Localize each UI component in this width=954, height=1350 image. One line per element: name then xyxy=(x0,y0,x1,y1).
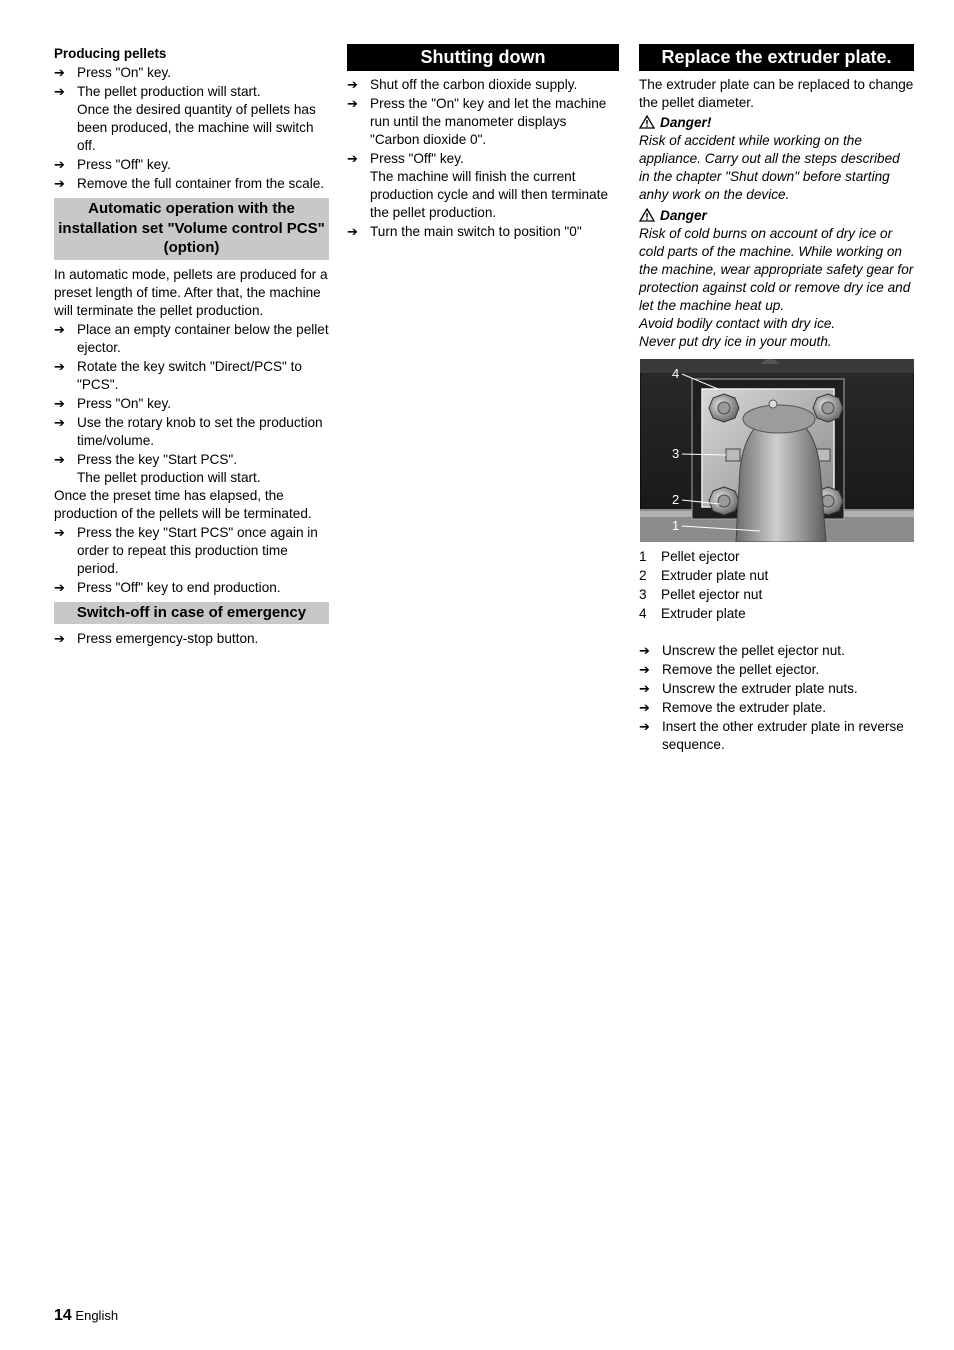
step-item xyxy=(347,76,619,94)
step-text: Shut off the carbon dioxide supply. xyxy=(370,77,578,92)
arrow-right-icon: ➔ xyxy=(54,414,65,430)
paragraph-auto-intro: In automatic mode, pellets are produced for a preset length of time. After that, the machine will terminate the pellet production. xyxy=(54,266,328,318)
arrow-right-icon: ➔ xyxy=(639,643,650,658)
arrow-right-icon: ➔ xyxy=(54,84,65,99)
step-item xyxy=(639,718,914,754)
section-heading-emergency: Switch-off in case of emergency xyxy=(54,602,329,625)
step-continuation: The machine will finish the current production cycle and will then terminate the pellet production. xyxy=(370,169,609,220)
section-title-producing: Producing pellets xyxy=(54,46,167,61)
danger-heading xyxy=(639,114,914,132)
arrow-right-icon: ➔ xyxy=(639,662,650,677)
warning-triangle-icon xyxy=(639,208,655,222)
column-right xyxy=(639,44,914,754)
step-text: Turn the main switch to position "0" xyxy=(370,224,582,239)
legend-text: Pellet ejector xyxy=(661,549,740,564)
arrow-right-icon: ➔ xyxy=(54,524,65,540)
step-text: Remove the pellet ejector. xyxy=(662,662,820,677)
arrow-right-icon: ➔ xyxy=(639,719,650,734)
step-continuation: The pellet production will start. xyxy=(77,469,261,485)
step-text: Press emergency-stop button. xyxy=(77,631,259,646)
step-text: The pellet production will start. xyxy=(77,84,261,99)
legend-text: Extruder plate xyxy=(661,606,746,621)
step-text: Remove the full container from the scale. xyxy=(77,176,325,191)
step-text: Insert the other extruder plate in reverse sequence. xyxy=(662,719,904,752)
legend-item xyxy=(639,605,914,623)
step-item xyxy=(347,95,619,149)
paragraph-intro: The extruder plate can be replaced to change the pellet diameter. xyxy=(639,77,914,110)
arrow-right-icon: ➔ xyxy=(54,321,65,337)
arrow-right-icon: ➔ xyxy=(54,65,65,80)
step-text: Press "Off" key to end production. xyxy=(77,579,281,595)
step-item xyxy=(54,451,329,469)
legend-item xyxy=(639,548,914,566)
danger-text: Risk of cold burns on account of dry ice or cold parts of the machine. While working on the machine, wear appropriate safety gear for protection against cold or remove dry ice and let the machine heat up. xyxy=(639,226,914,313)
photo-label: 3 xyxy=(672,446,680,461)
footer-language: English xyxy=(75,1308,119,1323)
arrow-right-icon: ➔ xyxy=(347,151,358,166)
page-footer xyxy=(54,1307,118,1325)
legend-item xyxy=(639,567,914,585)
step-text: Press the key "Start PCS" once again in order to repeat this production time period. xyxy=(77,524,318,576)
step-item xyxy=(54,524,329,578)
step-text: Place an empty container below the pellet ejector. xyxy=(77,321,329,355)
section-heading-automatic: Automatic operation with the installation set "Volume control PCS" (option) xyxy=(54,198,329,260)
step-item xyxy=(54,630,329,648)
column-left xyxy=(54,44,329,648)
danger-text: Never put dry ice in your mouth. xyxy=(639,334,832,349)
page-number: 14 xyxy=(54,1307,72,1324)
legend-text: Pellet ejector nut xyxy=(661,587,763,602)
step-text: Press "Off" key. xyxy=(77,157,171,172)
step-item xyxy=(54,321,329,357)
step-item xyxy=(54,175,329,193)
column-middle xyxy=(347,44,619,241)
legend-text: Extruder plate nut xyxy=(661,568,769,583)
step-item xyxy=(54,395,329,413)
arrow-right-icon: ➔ xyxy=(347,77,358,92)
step-text: Press "On" key. xyxy=(77,65,172,80)
arrow-right-icon: ➔ xyxy=(347,96,358,111)
step-text: Unscrew the extruder plate nuts. xyxy=(662,681,858,696)
arrow-right-icon: ➔ xyxy=(639,700,650,715)
step-continuation: Once the desired quantity of pellets has been produced, the machine will switch off. xyxy=(77,102,316,153)
paragraph-auto-note: Once the preset time has elapsed, the production of the pellets will be terminated. xyxy=(54,487,312,521)
step-item xyxy=(54,83,329,101)
arrow-right-icon: ➔ xyxy=(347,224,358,239)
danger-title: Danger xyxy=(660,208,707,223)
section-heading-shutting-down: Shutting down xyxy=(347,44,619,71)
photo-label: 4 xyxy=(672,366,680,381)
danger-title: Danger! xyxy=(660,115,712,130)
warning-triangle-icon xyxy=(639,115,655,129)
arrow-right-icon: ➔ xyxy=(54,157,65,172)
arrow-right-icon: ➔ xyxy=(54,451,65,467)
legend-number: 3 xyxy=(639,587,647,602)
legend-number: 1 xyxy=(639,549,647,564)
danger-heading xyxy=(639,207,914,225)
photo-label: 2 xyxy=(672,492,680,507)
legend-item xyxy=(639,586,914,604)
legend-number: 4 xyxy=(639,606,647,621)
arrow-right-icon: ➔ xyxy=(54,176,65,191)
step-item xyxy=(639,661,914,679)
step-item xyxy=(639,680,914,698)
step-item xyxy=(639,699,914,717)
danger-text: Avoid bodily contact with dry ice. xyxy=(639,316,836,331)
step-item xyxy=(54,358,329,394)
step-text: Press "Off" key. xyxy=(370,151,464,166)
step-item xyxy=(347,150,619,168)
legend-number: 2 xyxy=(639,568,647,583)
step-text: Use the rotary knob to set the production time/volume. xyxy=(77,414,323,448)
section-heading-replace-plate: Replace the extruder plate. xyxy=(639,44,914,71)
step-item xyxy=(54,156,329,174)
arrow-right-icon: ➔ xyxy=(54,358,65,374)
arrow-right-icon: ➔ xyxy=(54,631,65,646)
step-text: Press the key "Start PCS". xyxy=(77,451,237,467)
step-text: Remove the extruder plate. xyxy=(662,700,826,715)
step-item xyxy=(639,642,914,660)
step-item xyxy=(347,223,619,241)
step-text: Rotate the key switch "Direct/PCS" to "PCS". xyxy=(77,358,302,392)
arrow-right-icon: ➔ xyxy=(639,681,650,696)
step-text: Unscrew the pellet ejector nut. xyxy=(662,643,845,658)
step-text: Press "On" key. xyxy=(77,395,172,411)
arrow-right-icon: ➔ xyxy=(54,579,65,595)
arrow-right-icon: ➔ xyxy=(54,395,65,411)
extruder-photo xyxy=(640,359,914,542)
danger-text: Risk of accident while working on the appliance. Carry out all the steps described in the chapter "Shut down" before starting anhy work on the device. xyxy=(639,133,900,202)
photo-label: 1 xyxy=(672,518,680,533)
step-item xyxy=(54,414,329,450)
step-item xyxy=(54,64,329,82)
step-item xyxy=(54,579,329,597)
step-text: Press the "On" key and let the machine run until the manometer displays "Carbon dioxide 0". xyxy=(370,96,607,147)
